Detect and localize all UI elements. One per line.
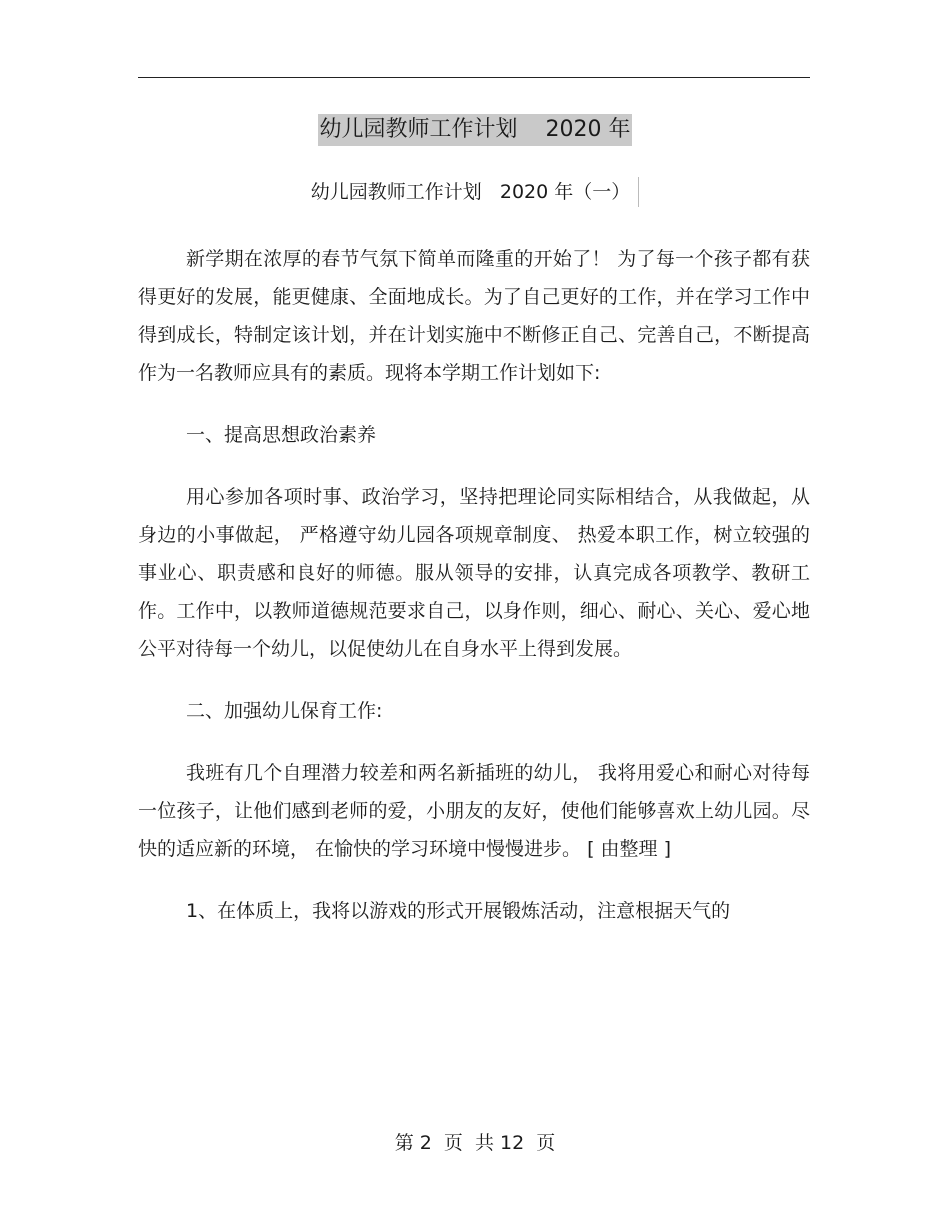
- subtitle-container: [0, 177, 950, 207]
- page-footer: 第 2 页 共 12 页: [394, 1132, 556, 1154]
- section-2-paragraph: 我班有几个自理潜力较差和两名新插班的幼儿， 我将用爱心和耐心对待每一位孩子，让他们感到老师的爱，小朋友的友好，使他们能够喜欢上幼儿园。尽快的适应新的环境， 在愉快的学习环境中慢慢进步。 [ 由整理 ]: [138, 762, 810, 860]
- document-subtitle: 幼儿园教师工作计划 2020 年（一）: [311, 177, 640, 207]
- subsection-1-paragraph: 1、在体质上，我将以游戏的形式开展锻炼活动，注意根据天气的: [186, 900, 731, 922]
- section-1-paragraph: 用心参加各项时事、政治学习，坚持把理论同实际相结合，从我做起，从身边的小事做起， 严格遵守幼儿园各项规章制度、 热爱本职工作，树立较强的事业心、职责感和良好的师德。服从领导的安排，认真完成各项教学、教研工作。工作中，以教师道德规范要求自己，以身作则，细心、耐心、关心、爱心地公平对待每一个幼儿，以促使幼儿在自身水平上得到发展。: [138, 486, 810, 660]
- section-heading-1: 一、提高思想政治素养: [186, 424, 377, 446]
- header-rule: [138, 77, 810, 78]
- section-heading-2: 二、加强幼儿保育工作:: [186, 700, 383, 722]
- document-title: 幼儿园教师工作计划 2020 年: [318, 114, 633, 146]
- title-container: [0, 114, 950, 146]
- document-body: [138, 240, 810, 954]
- intro-paragraph: 新学期在浓厚的春节气氛下简单而隆重的开始了！ 为了每一个孩子都有获得更好的发展，能更健康、全面地成长。为了自己更好的工作，并在学习工作中得到成长，特制定该计划，并在计划实施中不断修正自己、完善自己，不断提高作为一名教师应具有的素质。现将本学期工作计划如下:: [138, 248, 810, 384]
